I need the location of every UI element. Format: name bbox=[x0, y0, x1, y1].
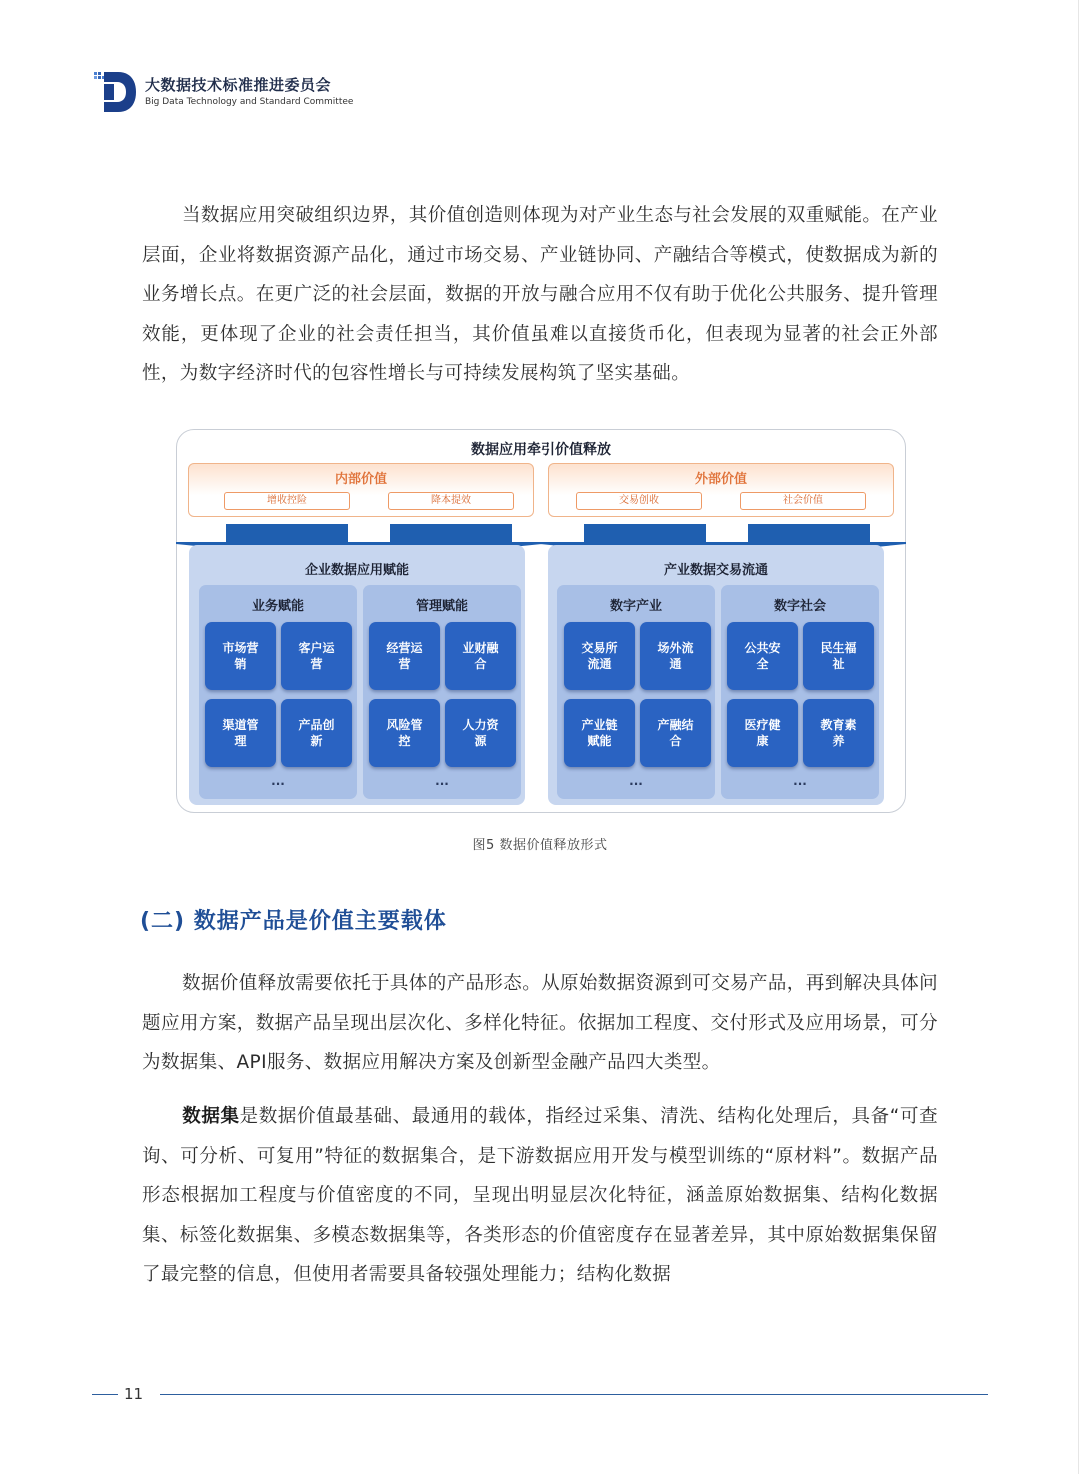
outer-value-panel bbox=[548, 463, 894, 517]
outer-value-tag: 社会价值 bbox=[740, 492, 866, 510]
committee-logo bbox=[94, 70, 138, 114]
capability-cell: 渠道管理 bbox=[205, 699, 276, 767]
capability-cell: 市场营销 bbox=[205, 622, 276, 690]
paragraph-2-text: 数据价值释放需要依托于具体的产品形态。从原始数据资源到可交易产品，再到解决具体问题应用方案，数据产品呈现出层次化、多样化特征。依据加工程度、交付形式及应用场景，可分为数据集、API服务、数据应用解决方案及创新型金融产品四大类型。 bbox=[142, 973, 939, 1073]
group-title: 数字社会 bbox=[773, 599, 826, 614]
org-header bbox=[145, 76, 353, 108]
domain-title: 产业数据交易流通 bbox=[663, 563, 768, 578]
outer-value-tag: 交易创收 bbox=[576, 492, 702, 510]
more-ellipsis: ... bbox=[435, 774, 449, 788]
outer-value-title: 外部价值 bbox=[694, 472, 747, 487]
paragraph-2 bbox=[142, 964, 938, 1083]
footer-rule-left bbox=[92, 1394, 118, 1395]
capability-cell: 产品创新 bbox=[281, 699, 352, 767]
capability-cell: 经营运营 bbox=[369, 622, 440, 690]
group-box bbox=[721, 585, 879, 799]
group-box bbox=[557, 585, 715, 799]
figure-title: 数据应用牵引价值释放 bbox=[471, 442, 611, 458]
paragraph-3-text: 是数据价值最基础、最通用的载体，指经过采集、清洗、结构化处理后，具备“可查询、可分析、可复用”特征的数据集合，是下游数据应用开发与模型训练的“原材料”。数据产品形态根据加工程度与价值密度的不同，呈现出明显层次化特征，涵盖原始数据集、结构化数据集、标签化数据集、多模态数据集等，各类形态的价值密度存在显著差异，其中原始数据集保留了最完整的信息，但使用者需要具备较强处理能力；结构化数据 bbox=[142, 1106, 938, 1285]
inner-value-panel bbox=[188, 463, 534, 517]
figure-caption: 图5 数据价值释放形式 bbox=[472, 838, 608, 853]
footer-rule bbox=[160, 1394, 988, 1395]
capability-cell: 业财融合 bbox=[445, 622, 516, 690]
industry-domain-box bbox=[548, 545, 884, 805]
capability-cell: 人力资源 bbox=[445, 699, 516, 767]
inner-value-title: 内部价值 bbox=[334, 472, 387, 487]
capability-cell: 公共安全 bbox=[727, 622, 798, 690]
capability-cell: 客户运营 bbox=[281, 622, 352, 690]
capability-cell: 教育素养 bbox=[803, 699, 874, 767]
domain-title: 企业数据应用赋能 bbox=[304, 563, 409, 578]
group-title: 业务赋能 bbox=[251, 599, 304, 614]
page-number: 11 bbox=[124, 1385, 144, 1403]
paragraph-1-text: 当数据应用突破组织边界，其价值创造则体现为对产业生态与社会发展的双重赋能。在产业层面，企业将数据资源产品化，通过市场交易、产业链协同、产融结合等模式，使数据成为新的业务增长点。在更广泛的社会层面，数据的开放与融合应用不仅有助于优化公共服务、提升管理效能，更体现了企业的社会责任担当，其价值虽难以直接货币化，但表现为显著的社会正外部性，为数字经济时代的包容性增长与可持续发展构筑了坚实基础。 bbox=[142, 205, 939, 384]
more-ellipsis: ... bbox=[793, 774, 807, 788]
inner-value-tag: 降本提效 bbox=[388, 492, 514, 510]
enterprise-domain-box bbox=[189, 545, 525, 805]
more-ellipsis: ... bbox=[271, 774, 285, 788]
paragraph-3 bbox=[142, 1097, 938, 1295]
paragraph-1 bbox=[142, 196, 938, 394]
group-title: 管理赋能 bbox=[415, 599, 468, 614]
section-heading: (二) 数据产品是价值主要载体 bbox=[140, 909, 447, 934]
group-box bbox=[363, 585, 521, 799]
value-release-figure bbox=[176, 429, 906, 813]
capability-cell: 产融结合 bbox=[640, 699, 711, 767]
capability-cell: 医疗健康 bbox=[727, 699, 798, 767]
org-name: 大数据技术标准推进委员会 bbox=[145, 76, 332, 94]
capability-cell: 场外流通 bbox=[640, 622, 711, 690]
capability-cell: 交易所流通 bbox=[564, 622, 635, 690]
capability-cell: 民生福祉 bbox=[803, 622, 874, 690]
more-ellipsis: ... bbox=[629, 774, 643, 788]
paragraph-3-lead: 数据集 bbox=[182, 1106, 240, 1127]
capability-cell: 风险管控 bbox=[369, 699, 440, 767]
capability-cell: 产业链赋能 bbox=[564, 699, 635, 767]
group-title: 数字产业 bbox=[609, 599, 662, 614]
group-box bbox=[199, 585, 357, 799]
org-name-en: Big Data Technology and Standard Committee bbox=[145, 97, 354, 107]
inner-value-tag: 增收控险 bbox=[224, 492, 350, 510]
